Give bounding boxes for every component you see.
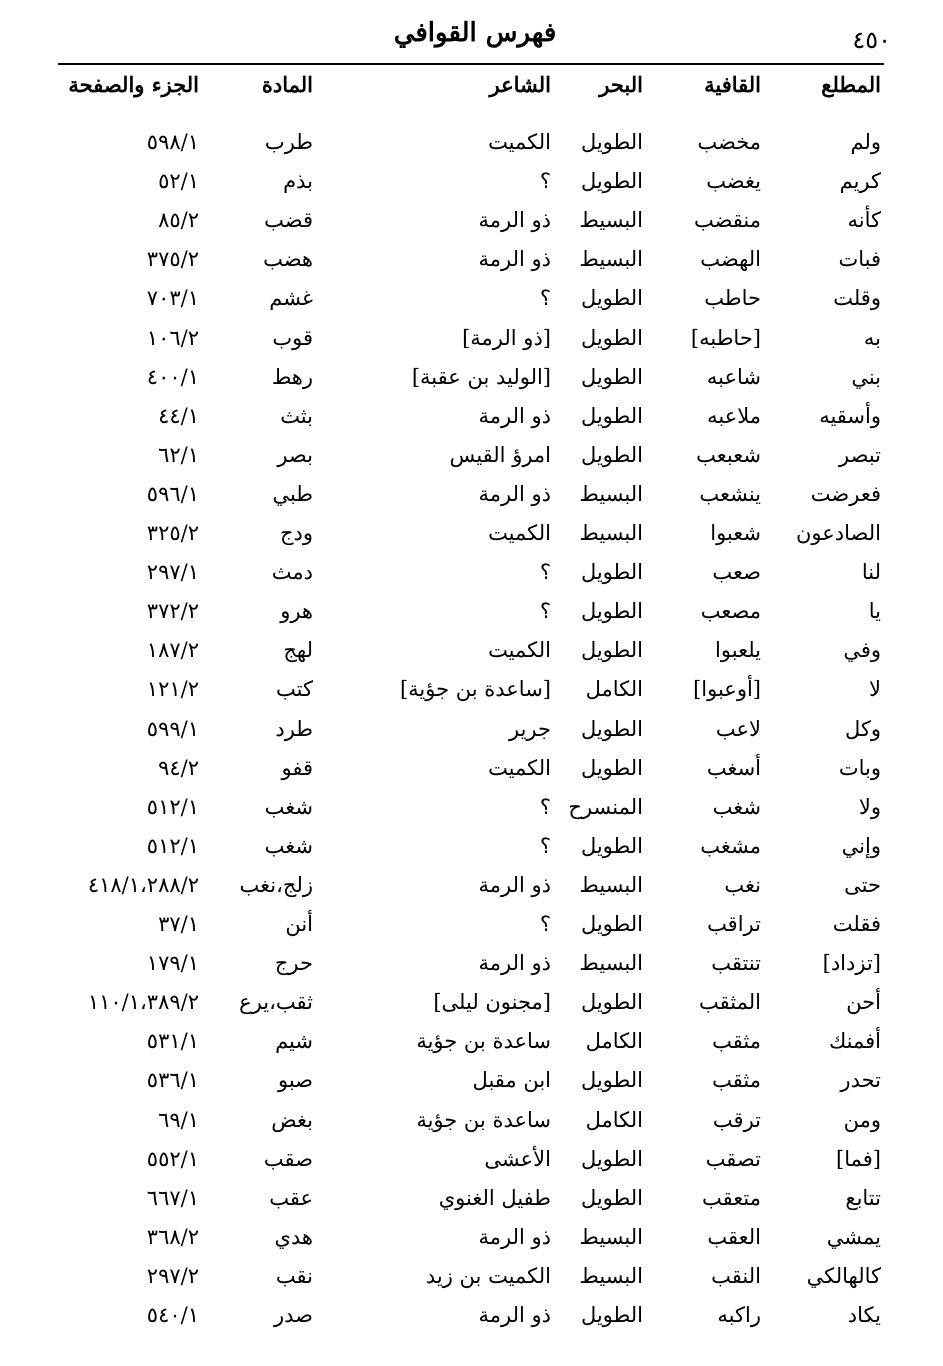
shaer-cell: ساعدة بن جؤية xyxy=(416,1108,551,1132)
juz-cell: ٦٢/١ xyxy=(158,443,199,467)
shaer-cell: الكميت xyxy=(488,638,551,662)
matla-cell: ولا xyxy=(858,795,881,819)
madda-cell: صقب xyxy=(263,1147,313,1171)
bahr-cell: البسيط xyxy=(579,873,643,897)
madda-cell: لهج xyxy=(283,638,313,662)
qafia-cell: ترقب xyxy=(712,1108,761,1132)
bahr-cell: الكامل xyxy=(585,1108,643,1132)
bahr-cell: الطويل xyxy=(580,443,643,467)
shaer-cell: ابن مقبل xyxy=(472,1068,551,1092)
madda-cell: بثث xyxy=(280,404,313,428)
madda-cell: رهط xyxy=(271,365,313,389)
juz-cell: ٤١٨/١،٢٨٨/٢ xyxy=(87,873,199,897)
matla-cell: وقلت xyxy=(833,286,881,310)
juz-cell: ٥٥٢/١ xyxy=(146,1147,199,1171)
qafia-cell: نغب xyxy=(724,873,761,897)
bahr-cell: الطويل xyxy=(580,404,643,428)
bahr-cell: الطويل xyxy=(580,990,643,1014)
juz-cell: ٥١٢/١ xyxy=(146,795,199,819)
matla-cell: أحن xyxy=(846,990,881,1014)
matla-cell: يكاد xyxy=(847,1303,881,1327)
qafia-cell: تراقب xyxy=(707,912,761,936)
shaer-cell: ؟ xyxy=(539,599,551,623)
bahr-cell: الطويل xyxy=(580,638,643,662)
juz-cell: ٥٢/١ xyxy=(158,169,199,193)
matla-cell: وأسقيه xyxy=(819,404,881,428)
juz-cell: ١١٠/١،٣٨٩/٢ xyxy=(87,990,199,1014)
qafia-cell: أسغب xyxy=(706,756,761,780)
madda-cell: كتب xyxy=(276,677,313,701)
qafia-cell: المثقب xyxy=(699,990,761,1014)
madda-cell: طبي xyxy=(272,482,313,506)
madda-cell: طرد xyxy=(275,717,313,741)
matla-cell: يا xyxy=(868,599,881,623)
matla-cell: بني xyxy=(851,365,881,389)
bahr-cell: الطويل xyxy=(580,130,643,154)
qafia-cell: مصعب xyxy=(700,599,761,623)
shaer-cell: ؟ xyxy=(539,912,551,936)
shaer-cell: امرؤ القيس xyxy=(449,443,551,467)
madda-cell: هرو xyxy=(280,599,313,623)
madda-cell: عقب xyxy=(269,1186,313,1210)
madda-cell: هدي xyxy=(274,1225,313,1249)
juz-cell: ٥١٢/١ xyxy=(146,834,199,858)
madda-cell: قضب xyxy=(264,208,313,232)
shaer-cell: [مجنون ليلى] xyxy=(433,990,551,1014)
qafia-cell: راكبه xyxy=(717,1303,761,1327)
madda-cell: زلج،نغب xyxy=(239,873,313,897)
qafia-cell: شعبوا xyxy=(710,521,761,545)
shaer-cell: الكميت xyxy=(488,130,551,154)
juz-cell: ٣٢٥/٢ xyxy=(146,521,199,545)
bahr-cell: البسيط xyxy=(579,247,643,271)
juz-cell: ١٧٩/١ xyxy=(146,951,199,975)
matla-cell: تبصر xyxy=(839,443,881,467)
juz-cell: ٣٦٨/٢ xyxy=(146,1225,199,1249)
juz-cell: ٥٤٠/١ xyxy=(146,1303,199,1327)
juz-cell: ٢٩٧/٢ xyxy=(146,1264,199,1288)
page-title: فهرس القوافي xyxy=(393,18,557,48)
matla-cell: يمشي xyxy=(826,1225,881,1249)
qafia-cell: منقضب xyxy=(693,208,761,232)
madda-cell: بذم xyxy=(283,169,313,193)
shaer-cell: الكميت xyxy=(488,756,551,780)
shaer-cell: ذو الرمة xyxy=(478,247,551,271)
matla-cell: ومن xyxy=(843,1108,881,1132)
qafia-cell: تنتقب xyxy=(711,951,761,975)
bahr-cell: الطويل xyxy=(580,286,643,310)
madda-cell: أنن xyxy=(285,912,313,936)
shaer-cell: ؟ xyxy=(539,169,551,193)
matla-cell: حتى xyxy=(844,873,881,897)
bahr-cell: الطويل xyxy=(580,1186,643,1210)
madda-cell: هضب xyxy=(263,247,313,271)
bahr-cell: الكامل xyxy=(585,677,643,701)
shaer-cell: جرير xyxy=(509,717,551,741)
juz-cell: ٤٤/١ xyxy=(158,404,199,428)
qafia-cell: يغضب xyxy=(706,169,761,193)
qafia-cell: لاعب xyxy=(715,717,761,741)
shaer-cell: ؟ xyxy=(539,834,551,858)
bahr-cell: الطويل xyxy=(580,717,643,741)
matla-cell: [تزداد] xyxy=(822,951,881,975)
shaer-cell: ذو الرمة xyxy=(478,873,551,897)
matla-cell: وكل xyxy=(844,717,881,741)
qafia-cell: صعب xyxy=(712,560,761,584)
bahr-cell: الطويل xyxy=(580,1303,643,1327)
bahr-cell: الكامل xyxy=(585,1029,643,1053)
madda-cell: دمث xyxy=(271,560,313,584)
shaer-cell: [ذو الرمة] xyxy=(462,326,551,350)
madda-cell: ثقب،يرع xyxy=(239,990,313,1014)
bahr-cell: البسيط xyxy=(579,208,643,232)
qafia-cell: شعبعب xyxy=(696,443,761,467)
madda-cell: صدر xyxy=(274,1303,313,1327)
qafia-cell: تصقب xyxy=(705,1147,761,1171)
madda-cell: صبو xyxy=(277,1068,313,1092)
bahr-cell: الطويل xyxy=(580,756,643,780)
matla-cell: أفمنك xyxy=(828,1029,881,1053)
qafia-cell: مشغب xyxy=(700,834,761,858)
qafia-cell: شغب xyxy=(712,795,761,819)
column-header-qafia: القافية xyxy=(704,72,761,97)
matla-cell: فعرضت xyxy=(810,482,881,506)
bahr-cell: الطويل xyxy=(580,169,643,193)
bahr-cell: الطويل xyxy=(580,599,643,623)
page-header xyxy=(0,14,943,58)
qafia-cell: [حاطبه] xyxy=(690,326,761,350)
qafia-cell: النقب xyxy=(711,1264,761,1288)
column-header-shaer: الشاعر xyxy=(489,72,551,97)
juz-cell: ٣٧٢/٢ xyxy=(146,599,199,623)
madda-cell: شيم xyxy=(275,1029,313,1053)
shaer-cell: ذو الرمة xyxy=(478,208,551,232)
bahr-cell: الطويل xyxy=(580,365,643,389)
juz-cell: ٩٤/٢ xyxy=(158,756,199,780)
madda-cell: قوب xyxy=(272,326,313,350)
madda-cell: طرب xyxy=(264,130,313,154)
qafia-cell: حاطب xyxy=(704,286,761,310)
column-header-bahr: البحر xyxy=(599,72,643,97)
matla-cell: وفي xyxy=(843,638,881,662)
qafia-cell: العقب xyxy=(707,1225,761,1249)
qafia-cell: يلعبوا xyxy=(715,638,761,662)
matla-cell: به xyxy=(863,326,881,350)
juz-cell: ٣٧/١ xyxy=(158,912,199,936)
madda-cell: بصر xyxy=(277,443,313,467)
juz-cell: ٨٥/٢ xyxy=(158,208,199,232)
bahr-cell: البسيط xyxy=(579,482,643,506)
qafia-cell: مثقب xyxy=(712,1068,761,1092)
bahr-cell: الطويل xyxy=(580,834,643,858)
shaer-cell: ذو الرمة xyxy=(478,482,551,506)
juz-cell: ٥٩٦/١ xyxy=(146,482,199,506)
madda-cell: قفو xyxy=(281,756,313,780)
juz-cell: ٢٩٧/١ xyxy=(146,560,199,584)
column-header-madda: المادة xyxy=(261,72,313,97)
shaer-cell: ذو الرمة xyxy=(478,1303,551,1327)
shaer-cell: [ساعدة بن جؤية] xyxy=(399,677,551,701)
matla-cell: كأنه xyxy=(847,208,881,232)
shaer-cell: الكميت بن زيد xyxy=(425,1264,551,1288)
shaer-cell: ؟ xyxy=(539,560,551,584)
madda-cell: بغض xyxy=(271,1108,313,1132)
qafia-cell: مثقب xyxy=(712,1029,761,1053)
madda-cell: نقب xyxy=(275,1264,313,1288)
column-header-juz: الجزء والصفحة xyxy=(68,72,199,97)
qafia-cell: ينشعب xyxy=(699,482,761,506)
bahr-cell: المنسرح xyxy=(568,795,643,819)
matla-cell: وإني xyxy=(841,834,881,858)
madda-cell: حرج xyxy=(274,951,313,975)
shaer-cell: ذو الرمة xyxy=(478,951,551,975)
madda-cell: غشم xyxy=(269,286,313,310)
shaer-cell: طفيل الغنوي xyxy=(438,1186,551,1210)
bahr-cell: البسيط xyxy=(579,1225,643,1249)
bahr-cell: الطويل xyxy=(580,912,643,936)
header-rule xyxy=(58,63,884,65)
bahr-cell: البسيط xyxy=(579,1264,643,1288)
qafia-cell: مخضب xyxy=(697,130,761,154)
matla-cell: لنا xyxy=(861,560,881,584)
juz-cell: ٥٣٦/١ xyxy=(146,1068,199,1092)
shaer-cell: ؟ xyxy=(539,286,551,310)
bahr-cell: الطويل xyxy=(580,326,643,350)
matla-cell: تحدر xyxy=(840,1068,881,1092)
matla-cell: [فما] xyxy=(836,1147,881,1171)
shaer-cell: الكميت xyxy=(488,521,551,545)
column-header-matla: المطلع xyxy=(821,72,881,97)
juz-cell: ٥٩٨/١ xyxy=(146,130,199,154)
shaer-cell: ذو الرمة xyxy=(478,404,551,428)
juz-cell: ٦٦٧/١ xyxy=(146,1186,199,1210)
juz-cell: ١٠٦/٢ xyxy=(146,326,199,350)
shaer-cell: ؟ xyxy=(539,795,551,819)
bahr-cell: الطويل xyxy=(580,1068,643,1092)
matla-cell: فقلت xyxy=(832,912,881,936)
madda-cell: شغب xyxy=(264,834,313,858)
matla-cell: لا xyxy=(869,677,881,701)
juz-cell: ٤٠٠/١ xyxy=(146,365,199,389)
bahr-cell: البسيط xyxy=(579,521,643,545)
juz-cell: ٦٩/١ xyxy=(158,1108,199,1132)
shaer-cell: الأعشى xyxy=(484,1147,551,1171)
matla-cell: كريم xyxy=(839,169,881,193)
juz-cell: ٥٩٩/١ xyxy=(146,717,199,741)
bahr-cell: الطويل xyxy=(580,560,643,584)
bahr-cell: البسيط xyxy=(579,951,643,975)
shaer-cell: ساعدة بن جؤية xyxy=(416,1029,551,1053)
shaer-cell: ذو الرمة xyxy=(478,1225,551,1249)
page-number: ٤٥٠ xyxy=(852,26,891,54)
matla-cell: فبات xyxy=(838,247,881,271)
matla-cell: كالهالكي xyxy=(806,1264,881,1288)
juz-cell: ٧٠٣/١ xyxy=(146,286,199,310)
matla-cell: وبات xyxy=(838,756,881,780)
juz-cell: ٥٣١/١ xyxy=(146,1029,199,1053)
madda-cell: ودج xyxy=(279,521,313,545)
qafia-cell: شاعبه xyxy=(706,365,761,389)
qafia-cell: ملاعبه xyxy=(707,404,761,428)
juz-cell: ١٢١/٢ xyxy=(146,677,199,701)
juz-cell: ١٨٧/٢ xyxy=(146,638,199,662)
matla-cell: تتابع xyxy=(845,1186,881,1210)
shaer-cell: [الوليد بن عقبة] xyxy=(411,365,551,389)
madda-cell: شغب xyxy=(264,795,313,819)
qafia-cell: متعقب xyxy=(702,1186,761,1210)
qafia-cell: الهضب xyxy=(700,247,761,271)
matla-cell: ولم xyxy=(850,130,881,154)
matla-cell: الصادعون xyxy=(796,521,881,545)
qafia-cell: [أوعبوا] xyxy=(693,677,761,701)
bahr-cell: الطويل xyxy=(580,1147,643,1171)
juz-cell: ٣٧٥/٢ xyxy=(146,247,199,271)
